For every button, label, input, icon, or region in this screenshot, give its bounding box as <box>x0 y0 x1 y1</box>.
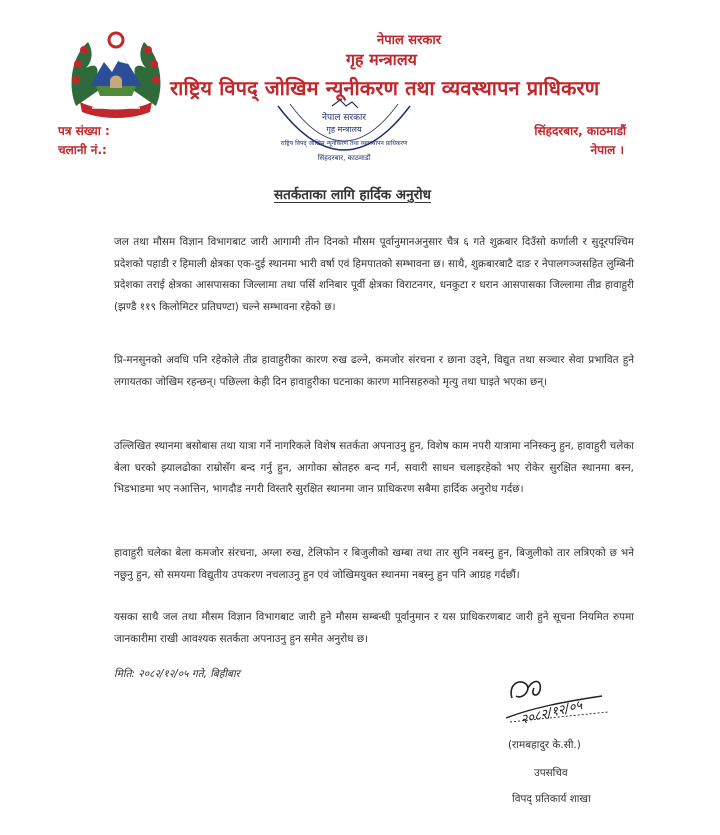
seal-text-ministry: गृह मन्त्रालय <box>326 125 362 134</box>
official-seal-stamp <box>270 98 418 184</box>
government-name: नेपाल सरकार <box>377 33 442 48</box>
body-paragraph: यसका साथै जल तथा मौसम विज्ञान विभागबाट जारी हुने मौसम सम्बन्धी पूर्वानुमान र यस प्राधिकरणबाट जारी हुने सूचना नियमित रुपमा जानकारीमा राखी आवश्यक सतर्कता अपनाउनु हुन समेत अनुरोध छ। <box>114 611 634 645</box>
signatory-title: उपसचिव <box>534 767 568 779</box>
signature-date: २०८२/१२/०५ <box>519 698 584 728</box>
seal-text-authority: राष्ट्रिय विपद् जोखिम न्यूनीकरण तथा व्यवस्थापन प्राधिकरण <box>280 140 408 147</box>
handwritten-signature <box>482 668 632 740</box>
signatory-department: विपद् प्रतिकार्य शाखा <box>512 793 591 805</box>
body-paragraph: उल्लिखित स्थानमा बसोबास तथा यात्रा गर्ने नागरिकले विशेष सतर्कता अपनाउनु हुन, विशेष काम नपरी यात्रामा ननिस्कनु हुन, हावाहुरी चलेका बेला घरको झ्यालढोका राम्रोसँग बन्द गर्नु हुन, आगोका स्रोतहरु बन्द गर्न, सवारी साधन चलाइरहेको भए रोकेर सुरक्षित स्थानमा बस्न, भिडभाडमा भए नआत्तिन, भागदौड नगरी विस्तारै सुरक्षित स्थानमा जान प्राधिकरण सबैमा हार्दिक अनुरोध गर्दछ। <box>114 440 634 496</box>
issue-date: मिति: २०८२/१२/०५ गते, बिहीबार <box>114 668 240 680</box>
nepal-emblem-icon <box>66 28 166 120</box>
body-paragraph: जल तथा मौसम विज्ञान विभागबाट जारी आगामी तीन दिनको मौसम पूर्वानुमानअनुसार चैत्र ६ गते शुक्रबार दिउँसो कर्णाली र सुदूरपश्चिम प्रदेशको पहाडी र हिमाली क्षेत्रका एक-दुई स्थानमा भारी वर्षा एवं हिमपातको सम्भावना छ। साथै, शुक्रबारबाटै दाङ र नेपालगञ्जसहित लुम्बिनी प्रदेशका तराई क्षेत्रका आसपासका जिल्लामा तथा पर्सि शनिबार पूर्वी क्षेत्रका विराटनगर, धनकुटा र धरान आसपासका जिल्लामा तीव्र हावाहुरी (झण्डै ११९ किलोमिटर प्रतिघण्टा) चल्ने सम्भावना रहेको छ। <box>114 236 634 313</box>
dispatch-number-label: चलानी नं.: <box>58 143 107 157</box>
address-line-2: नेपाल । <box>590 143 624 157</box>
seal-text-government: नेपाल सरकार <box>321 113 367 123</box>
body-paragraph: हावाहुरी चलेका बेला कमजोर संरचना, अग्ला रुख, टेलिफोन र बिजुलीको खम्बा तथा तार सुनि नबस्नु हुन, बिजुलीको तार लत्रिएको छ भने नछुनु हुन, सो समयमा विद्युतीय उपकरण नचलाउनु हुन एवं जोखिमयुक्त स्थानमा नबस्नु हुन पनि आग्रह गर्दछौं। <box>114 547 634 581</box>
seal-text-address: सिंहदरबार, काठमाडौं <box>317 154 371 162</box>
address-line-1: सिंहदरबार, काठमाडौं <box>534 124 626 138</box>
ministry-name: गृह मन्त्रालय <box>346 50 417 69</box>
body-paragraph: प्रि-मनसुनको अवधि पनि रहेकोले तीव्र हावाहुरीका कारण रुख ढल्ने, कमजोर संरचना र छाना उड्ने, विद्युत तथा सञ्चार सेवा प्रभावित हुने लगायतका जोखिम रहन्छन्। पछिल्ला केही दिन हावाहुरीका घटनाका कारण मानिसहरुको मृत्यु तथा घाइते भएका छन्। <box>114 354 634 388</box>
authority-name: राष्ट्रिय विपद् जोखिम न्यूनीकरण तथा व्यवस्थापन प्राधिकरण <box>170 76 600 100</box>
letter-number-label: पत्र संख्या : <box>58 124 110 138</box>
signatory-name: (रामबहादुर के.सी.) <box>508 739 581 751</box>
letter-subject: सतर्कताका लागि हार्दिक अनुरोध <box>274 187 431 203</box>
